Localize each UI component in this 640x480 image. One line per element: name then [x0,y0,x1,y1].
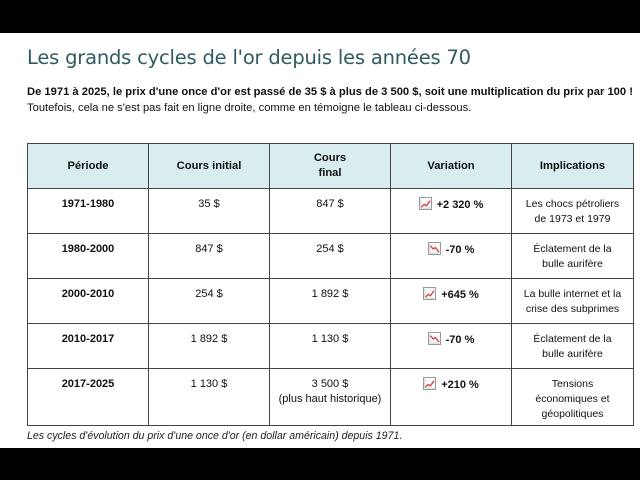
cell-variation [391,189,512,234]
header-period: Période [28,144,149,189]
cell-implications [512,369,634,426]
header-final-price [270,144,391,189]
intro-paragraph [27,85,633,116]
cell-variation [391,369,512,426]
table-header-row [28,144,634,189]
cell-final: 1 130 $ [270,324,391,369]
chart-decreasing-icon [428,332,441,345]
table-caption: Les cycles d'évolution du prix d'une once d'or (en dollar américain) depuis 1971. [27,430,403,442]
cell-initial: 847 $ [149,234,270,279]
bottom-black-bar [0,448,640,480]
table-row [28,369,634,426]
chart-increasing-icon [423,287,436,300]
cell-final: 254 $ [270,234,391,279]
variation-value: -70 % [445,334,475,346]
impl-line2: bulle aurifère [542,258,603,270]
chart-increasing-icon [419,197,432,210]
cell-initial: 1 892 $ [149,324,270,369]
cell-initial: 254 $ [149,279,270,324]
cell-implications [512,324,634,369]
cell-implications [512,279,634,324]
final-note: (plus haut historique) [278,393,382,405]
variation-value: -70 % [445,244,475,256]
header-implications: Implications [512,144,634,189]
chart-decreasing-icon [428,242,441,255]
cell-period: 2010-2017 [28,324,149,369]
impl-line2: crise des subprimes [525,303,620,315]
table-row [28,189,634,234]
cell-period: 2000-2010 [28,279,149,324]
variation-value: +2 320 % [436,199,484,211]
variation-value: +645 % [441,289,479,301]
table-row [28,279,634,324]
header-final-line1: Cours [313,152,347,164]
intro-normal-text: Toutefois, cela ne s'est pas fait en ligne droite, comme en témoigne le tableau ci-dessous. [27,101,472,114]
cell-variation [391,324,512,369]
impl-line1: Éclatement de la [533,243,612,255]
cell-final: 1 892 $ [270,279,391,324]
impl-line1: La bulle internet et la [523,288,622,300]
cell-period: 2017-2025 [28,369,149,426]
impl-line3: géopolitiques [541,408,604,420]
cell-variation [391,234,512,279]
top-black-bar [0,0,640,33]
header-initial-price: Cours initial [149,144,270,189]
cell-implications [512,234,634,279]
cell-final [270,369,391,426]
cell-period: 1971-1980 [28,189,149,234]
intro-bold-text: De 1971 à 2025, le prix d'une once d'or est passé de 35 $ à plus de 3 500 $, soit une multiplication du prix par 100 ! [27,86,633,98]
cell-implications [512,189,634,234]
cell-final: 847 $ [270,189,391,234]
cell-variation [391,279,512,324]
impl-line1: Tensions [551,378,594,390]
cell-initial: 1 130 $ [149,369,270,426]
article-title: Les grands cycles de l'or depuis les années 70 [27,46,471,69]
impl-line1: Les chocs pétroliers [525,198,620,210]
table-row [28,234,634,279]
variation-value: +210 % [441,379,479,391]
gold-cycles-table [27,143,634,426]
final-value: 3 500 $ [311,378,349,390]
impl-line2: de 1973 et 1979 [534,213,611,225]
table-row [28,324,634,369]
article-page [0,33,640,448]
impl-line2: bulle aurifère [542,348,603,360]
impl-line1: Éclatement de la [533,333,612,345]
header-final-line2: final [318,167,342,179]
cell-initial: 35 $ [149,189,270,234]
chart-increasing-icon [423,377,436,390]
impl-line2: économiques et [535,393,610,405]
cell-period: 1980-2000 [28,234,149,279]
header-variation: Variation [391,144,512,189]
